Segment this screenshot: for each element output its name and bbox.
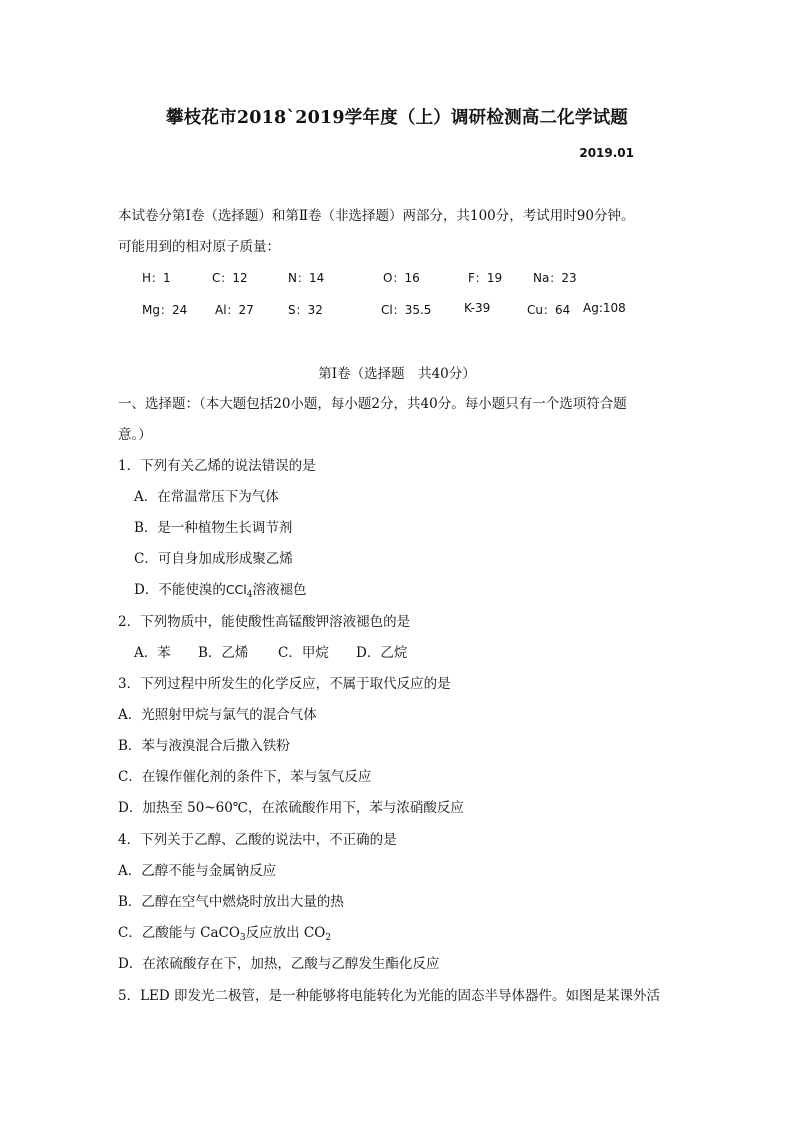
- intro-line-1: 本试卷分第Ⅰ卷（选择题）和第Ⅱ卷（非选择题）两部分，共100分，考试用时90分钟。: [118, 208, 635, 224]
- section-1-title: 第Ⅰ卷（选择题 共40分）: [318, 366, 476, 382]
- ccl4-subscript: 4: [246, 590, 253, 600]
- atomic-mass-row-2: [0, 301, 794, 321]
- atomic-mass-h: H：1: [142, 271, 171, 285]
- intro-line-2: 可能用到的相对原子质量：: [118, 239, 280, 255]
- question-2-option-d: D．乙烷: [356, 645, 408, 661]
- atomic-mass-n: N：14: [288, 271, 325, 285]
- atomic-mass-mg: Mg：24: [142, 303, 188, 317]
- question-2-option-c: C．甲烷: [278, 645, 329, 661]
- ccl4-formula: CCl: [225, 582, 247, 597]
- question-3-option-b: B．苯与液溴混合后撒入铁粉: [118, 738, 290, 754]
- question-2-option-a: A．苯: [134, 645, 171, 661]
- atomic-mass-row-1: [0, 269, 794, 289]
- atomic-mass-c: C：12: [212, 271, 248, 285]
- question-2-stem: 2．下列物质中，能使酸性高锰酸钾溶液褪色的是: [118, 614, 411, 630]
- atomic-mass-al: Al：27: [215, 303, 254, 317]
- question-3-stem: 3．下列过程中所发生的化学反应，不属于取代反应的是: [118, 676, 451, 692]
- atomic-mass-s: S：32: [288, 303, 323, 317]
- question-1-option-d: [134, 580, 307, 605]
- question-4-option-a: A．乙醇不能与金属钠反应: [118, 863, 277, 879]
- question-1-option-d-suffix: 溶液褪色: [252, 582, 307, 598]
- caco3-subscript: 3: [239, 933, 246, 943]
- atomic-mass-f: F：19: [468, 271, 503, 285]
- question-4-option-c: [118, 923, 331, 948]
- question-1-option-d-prefix: D．不能使溴的: [134, 582, 226, 598]
- atomic-mass-ag: Ag:108: [583, 301, 626, 315]
- co2-subscript: 2: [325, 933, 332, 943]
- question-4-option-c-middle: 反应放出 CO: [245, 925, 326, 941]
- atomic-mass-cu: Cu：64: [527, 303, 571, 317]
- atomic-mass-k: K-39: [464, 301, 491, 315]
- question-4-option-b: B．乙醇在空气中燃烧时放出大量的热: [118, 894, 344, 910]
- question-4-option-c-prefix: C．乙酸能与 CaCO: [118, 925, 240, 941]
- question-1-option-b: B．是一种植物生长调节剂: [134, 520, 293, 536]
- atomic-mass-cl: Cl：35.5: [381, 303, 432, 317]
- question-4-option-d: D．在浓硫酸存在下，加热，乙酸与乙醇发生酯化反应: [118, 956, 440, 972]
- question-1-stem: 1．下列有关乙烯的说法错误的是: [118, 458, 316, 474]
- exam-title: 攀枝花市2018`2019学年度（上）调研检测高二化学试题: [166, 108, 628, 128]
- question-3-option-c: C．在镍作催化剂的条件下，苯与氢气反应: [118, 769, 372, 785]
- question-1-option-a: A．在常温常压下为气体: [134, 489, 279, 505]
- atomic-mass-na: Na：23: [533, 271, 577, 285]
- question-1-option-c: C．可自身加成形成聚乙烯: [134, 551, 293, 567]
- question-4-stem: 4．下列关于乙醇、乙酸的说法中，不正确的是: [118, 832, 397, 848]
- question-3-option-a: A．光照射甲烷与氯气的混合气体: [118, 707, 317, 723]
- exam-date: 2019.01: [579, 146, 634, 160]
- question-5-stem: 5．LED 即发光二极管，是一种能够将电能转化为光能的固态半导体器件。如图是某课外活: [118, 988, 661, 1004]
- question-2-option-b: B．乙烯: [198, 645, 249, 661]
- section-1-instruction-2: 意。）: [118, 427, 152, 443]
- question-3-option-d: D．加热至 50~60℃，在浓硫酸作用下，苯与浓硝酸反应: [118, 800, 464, 816]
- atomic-mass-o: O：16: [383, 271, 420, 285]
- section-1-instruction-1: 一、选择题：（本大题包括20小题，每小题2分，共40分。每小题只有一个选项符合题: [118, 396, 627, 412]
